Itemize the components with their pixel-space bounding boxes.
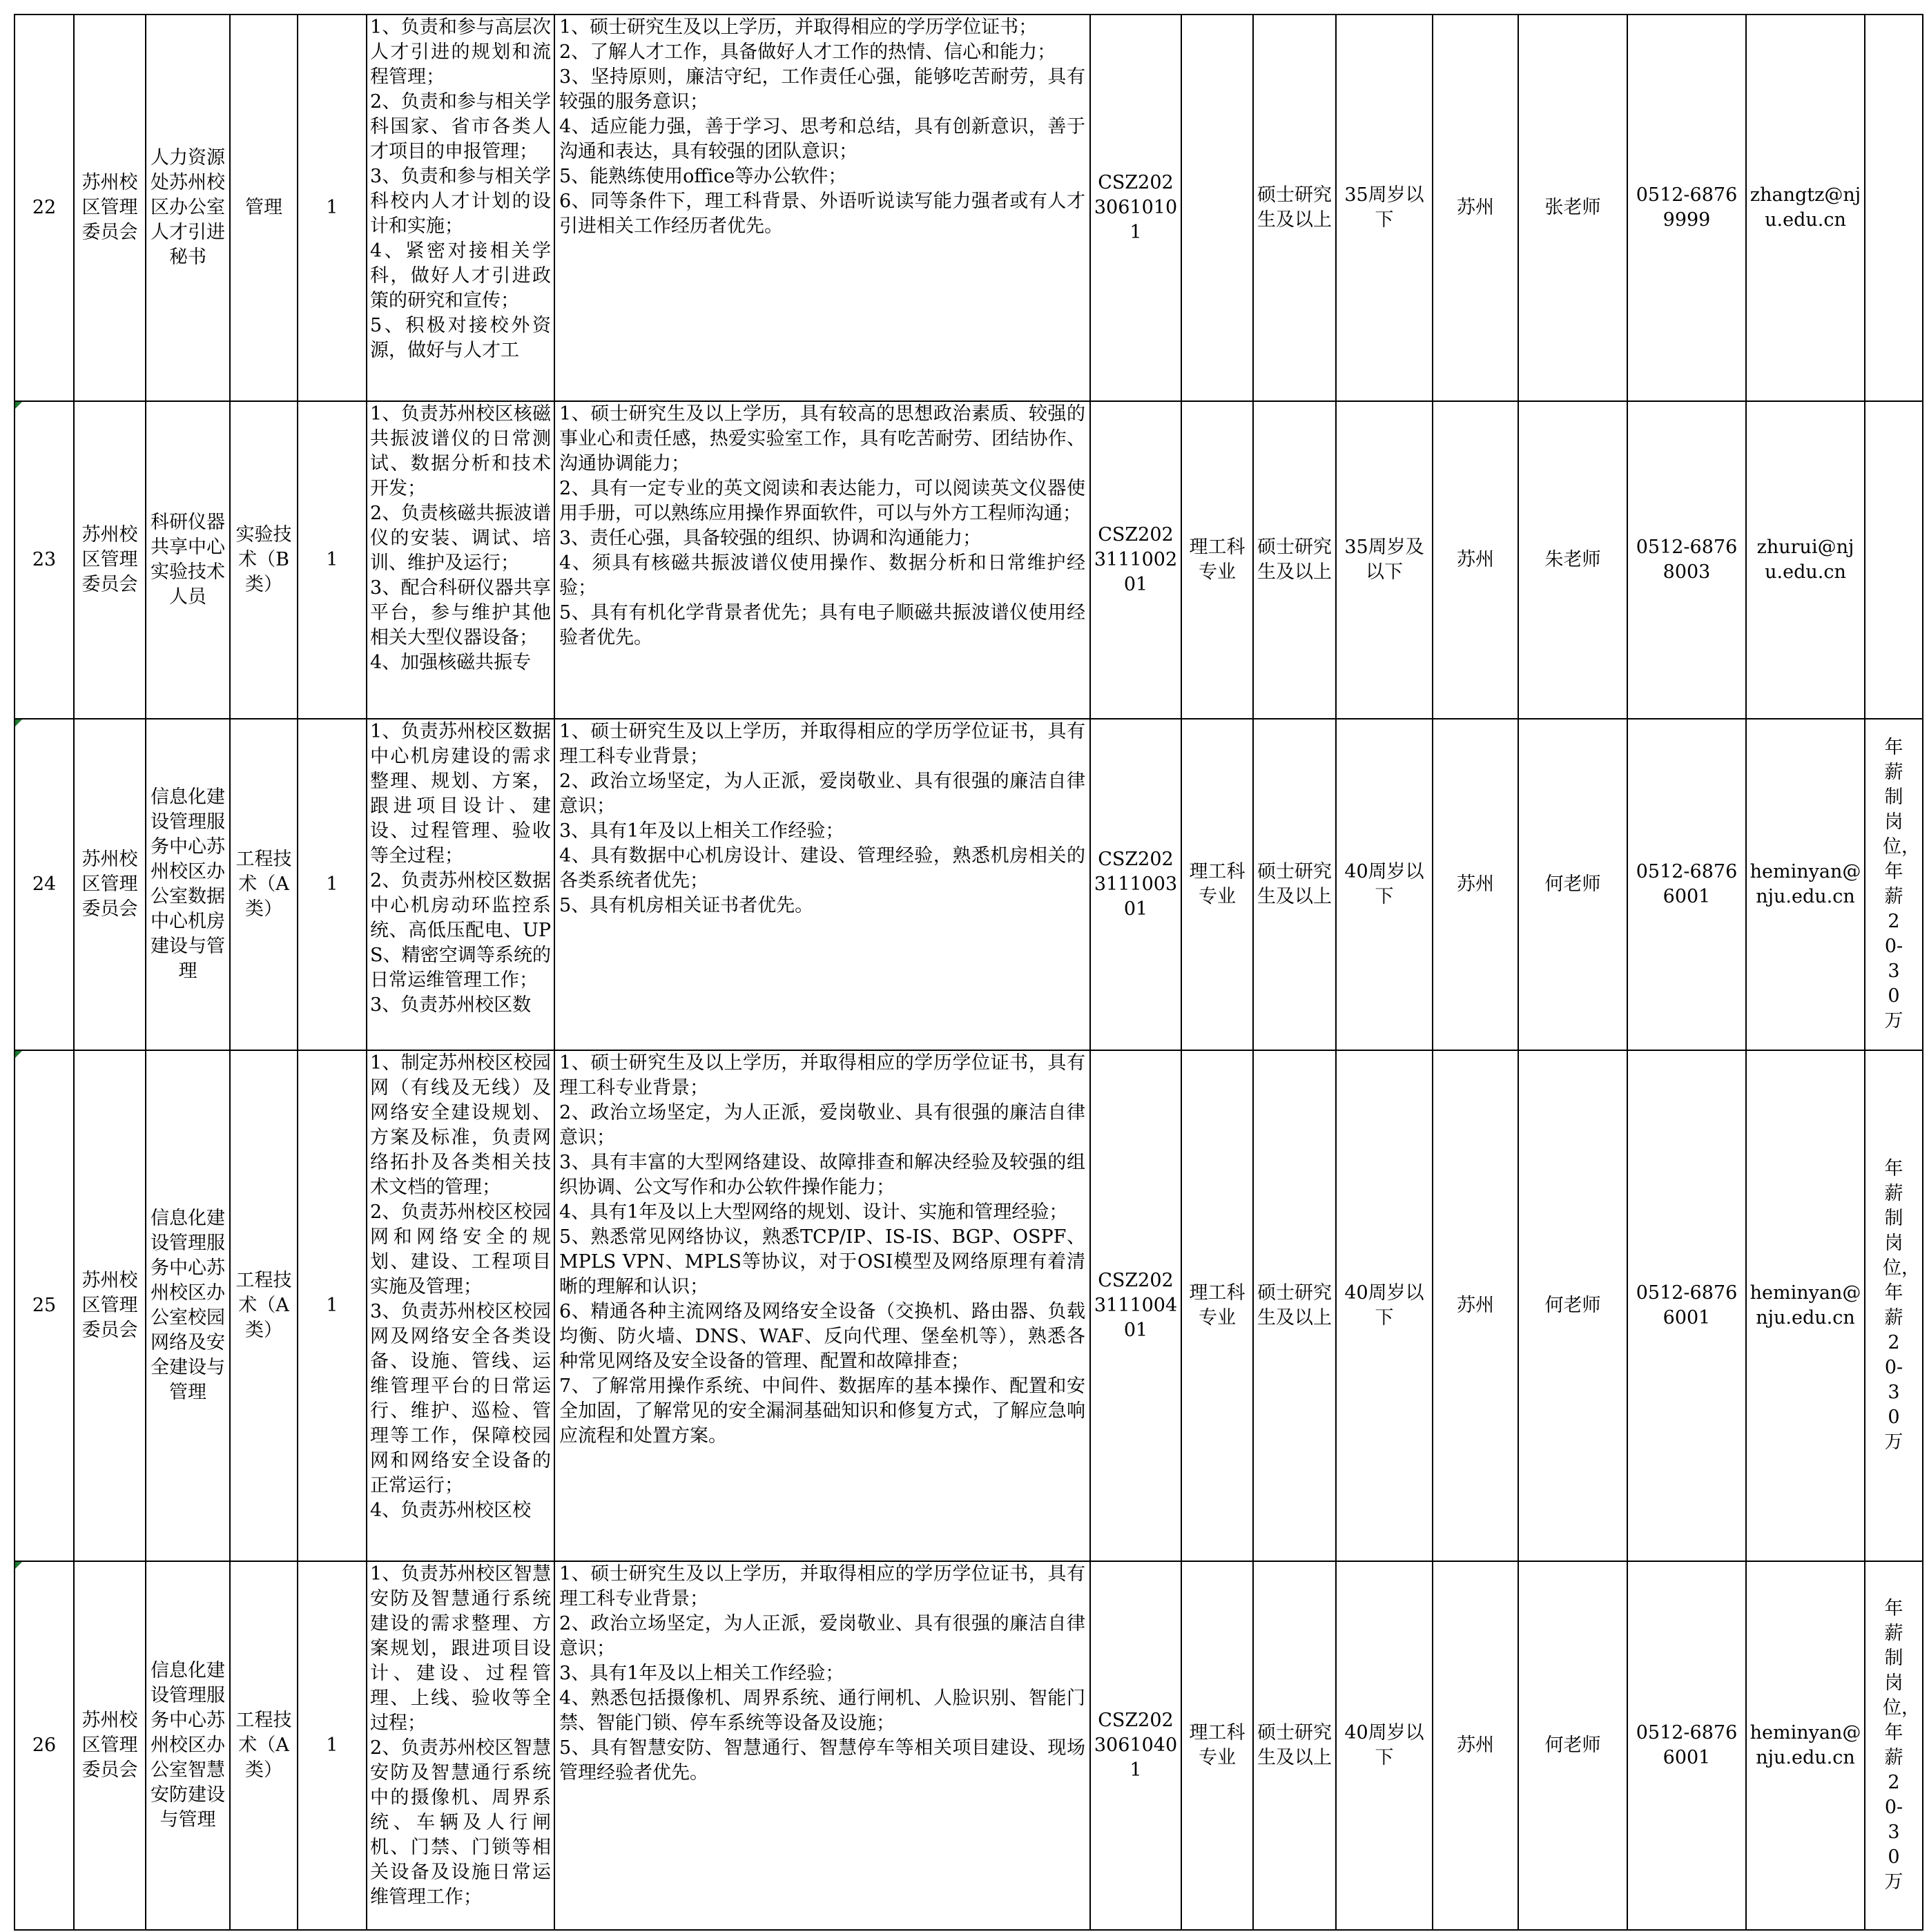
note-cell: 年薪制岗位，年薪20-30万	[1865, 719, 1923, 1050]
position-name-cell: 信息化建设管理服务中心苏州校区办公室数据中心机房建设与管理	[146, 719, 230, 1050]
note-cell: 年薪制岗位，年薪20-30万	[1865, 1561, 1923, 1930]
duties-cell: 1、负责苏州校区数据中心机房建设的需求整理、规划、方案，跟进项目设计、建设、过程管理、验收等全过程； 2、负责苏州校区数据中心机房动环监控系统、高低压配电、UPS、精密空调等系统的日常运维管理工作； 3、负责苏州校区数	[367, 719, 554, 1050]
education-cell: 硕士研究生及以上	[1253, 401, 1336, 719]
note-cell: 年薪制岗位，年薪20-30万	[1865, 1050, 1923, 1561]
requirements-cell: 1、硕士研究生及以上学历，并取得相应的学历学位证书，具有理工科专业背景； 2、政治立场坚定，为人正派，爱岗敬业、具有很强的廉洁自律意识； 3、具有丰富的大型网络建设、故障排查和解决经验及较强的组织协调、公文写作和办公软件操作能力； 4、具有1年及以上大型网络的规划、设计、实施和管理经验； 5、熟悉常见网络协议，熟悉TCP/IP、IS-IS、BGP、OSPF、MPLS VPN、MPLS等协议，对于OSI模型及网络原理有着清晰的理解和认识； 6、精通各种主流网络及网络安全设备（交换机、路由器、负载均衡、防火墙、DNS、WAF、反向代理、堡垒机等），熟悉各种常见网络及安全设备的管理、配置和故障排查； 7、了解常用操作系统、中间件、数据库的基本操作、配置和安全加固，了解常见的安全漏洞基础知识和修复方式，了解应急响应流程和处置方案。	[554, 1050, 1090, 1561]
cell-comment-marker	[15, 1562, 22, 1569]
phone-cell: 0512-68766001	[1627, 1050, 1746, 1561]
cell-comment-marker	[15, 1051, 22, 1058]
requirements-cell: 1、硕士研究生及以上学历，并取得相应的学历学位证书，具有理工科专业背景； 2、政治立场坚定，为人正派，爱岗敬业、具有很强的廉洁自律意识； 3、具有1年及以上相关工作经验； 4、具有数据中心机房设计、建设、管理经验，熟悉机房相关的各类系统者优先； 5、具有机房相关证书者优先。	[554, 719, 1090, 1050]
location-cell: 苏州	[1433, 1050, 1518, 1561]
headcount-cell: 1	[298, 15, 367, 401]
position-category-cell: 工程技术（A类）	[230, 1050, 298, 1561]
age-limit-cell: 40周岁以下	[1336, 1561, 1433, 1930]
row-number-cell: 22	[14, 15, 74, 401]
department-cell: 苏州校区管理委员会	[74, 1561, 146, 1930]
headcount-cell: 1	[298, 719, 367, 1050]
requirements-cell: 1、硕士研究生及以上学历，具有较高的思想政治素质、较强的事业心和责任感，热爱实验室工作，具有吃苦耐劳、团结协作、沟通协调能力； 2、具有一定专业的英文阅读和表达能力，可以阅读英文仪器使用手册，可以熟练应用操作界面软件，可以与外方工程师沟通； 3、责任心强，具备较强的组织、协调和沟通能力； 4、须具有核磁共振波谱仪使用操作、数据分析和日常维护经验； 5、具有有机化学背景者优先；具有电子顺磁共振波谱仪使用经验者优先。	[554, 401, 1090, 719]
duties-cell: 1、制定苏州校区校园网（有线及无线）及网络安全建设规划、方案及标准，负责网络拓扑及各类相关技术文档的管理； 2、负责苏州校区校园网和网络安全的规划、建设、工程项目实施及管理； 3、负责苏州校区校园网及网络安全各类设备、设施、管线、运维管理平台的日常运行、维护、巡检、管理等工作，保障校园网和网络安全设备的正常运行； 4、负责苏州校区校	[367, 1050, 554, 1561]
position-name-cell: 信息化建设管理服务中心苏州校区办公室校园网络及安全建设与管理	[146, 1050, 230, 1561]
major-cell	[1181, 15, 1253, 401]
position-category-cell: 管理	[230, 15, 298, 401]
table-row	[14, 401, 1923, 719]
age-limit-cell: 35周岁及以下	[1336, 401, 1433, 719]
email-cell: heminyan@nju.edu.cn	[1746, 1561, 1865, 1930]
table-row	[14, 1050, 1923, 1561]
position-category-cell: 工程技术（A类）	[230, 1561, 298, 1930]
duties-cell: 1、负责苏州校区核磁共振波谱仪的日常测试、数据分析和技术开发； 2、负责核磁共振波谱仪的安装、调试、培训、维护及运行； 3、配合科研仪器共享平台，参与维护其他相关大型仪器设备； 4、加强核磁共振专	[367, 401, 554, 719]
education-cell: 硕士研究生及以上	[1253, 719, 1336, 1050]
cell-comment-marker	[15, 719, 22, 726]
note-cell	[1865, 15, 1923, 401]
position-category-cell: 工程技术（A类）	[230, 719, 298, 1050]
phone-cell: 0512-68769999	[1627, 15, 1746, 401]
phone-cell: 0512-68766001	[1627, 719, 1746, 1050]
headcount-cell: 1	[298, 1050, 367, 1561]
email-cell: heminyan@nju.edu.cn	[1746, 1050, 1865, 1561]
position-name-cell: 人力资源处苏州校区办公室人才引进秘书	[146, 15, 230, 401]
position-code-cell: CSZ20230610401	[1090, 1561, 1181, 1930]
recruitment-table	[14, 14, 1923, 1931]
phone-cell: 0512-68768003	[1627, 401, 1746, 719]
age-limit-cell: 40周岁以下	[1336, 1050, 1433, 1561]
duties-cell: 1、负责苏州校区智慧安防及智慧通行系统建设的需求整理、方案规划，跟进项目设计、建设、过程管理、上线、验收等全过程； 2、负责苏州校区智慧安防及智慧通行系统中的摄像机、周界系统、车辆及人行闸机、门禁、门锁等相关设备及设施日常运维管理工作；	[367, 1561, 554, 1930]
age-limit-cell: 40周岁以下	[1336, 719, 1433, 1050]
position-code-cell: CSZ202311100201	[1090, 401, 1181, 719]
row-number-cell: 24	[14, 719, 74, 1050]
major-cell: 理工科专业	[1181, 401, 1253, 719]
table-row	[14, 15, 1923, 401]
duties-cell: 1、负责和参与高层次人才引进的规划和流程管理； 2、负责和参与相关学科国家、省市各类人才项目的申报管理； 3、负责和参与相关学科校内人才计划的设计和实施； 4、紧密对接相关学科，做好人才引进政策的研究和宣传； 5、积极对接校外资源，做好与人才工	[367, 15, 554, 401]
row-number-cell: 25	[14, 1050, 74, 1561]
location-cell: 苏州	[1433, 15, 1518, 401]
major-cell: 理工科专业	[1181, 1561, 1253, 1930]
location-cell: 苏州	[1433, 401, 1518, 719]
table-row	[14, 719, 1923, 1050]
headcount-cell: 1	[298, 401, 367, 719]
position-code-cell: CSZ20230610101	[1090, 15, 1181, 401]
position-code-cell: CSZ202311100401	[1090, 1050, 1181, 1561]
headcount-cell: 1	[298, 1561, 367, 1930]
education-cell: 硕士研究生及以上	[1253, 1561, 1336, 1930]
department-cell: 苏州校区管理委员会	[74, 1050, 146, 1561]
major-cell: 理工科专业	[1181, 719, 1253, 1050]
department-cell: 苏州校区管理委员会	[74, 15, 146, 401]
row-number-cell: 26	[14, 1561, 74, 1930]
row-number-cell: 23	[14, 401, 74, 719]
cell-comment-marker	[15, 402, 22, 409]
contact-person-cell: 何老师	[1518, 1050, 1627, 1561]
phone-cell: 0512-68766001	[1627, 1561, 1746, 1930]
position-category-cell: 实验技术（B类）	[230, 401, 298, 719]
requirements-cell: 1、硕士研究生及以上学历，并取得相应的学历学位证书； 2、了解人才工作，具备做好人才工作的热情、信心和能力； 3、坚持原则，廉洁守纪，工作责任心强，能够吃苦耐劳，具有较强的服务意识； 4、适应能力强，善于学习、思考和总结，具有创新意识，善于沟通和表达，具有较强的团队意识； 5、能熟练使用office等办公软件； 6、同等条件下，理工科背景、外语听说读写能力强者或有人才引进相关工作经历者优先。	[554, 15, 1090, 401]
age-limit-cell: 35周岁以下	[1336, 15, 1433, 401]
requirements-cell: 1、硕士研究生及以上学历，并取得相应的学历学位证书，具有理工科专业背景； 2、政治立场坚定，为人正派，爱岗敬业、具有很强的廉洁自律意识； 3、具有1年及以上相关工作经验； 4、熟悉包括摄像机、周界系统、通行闸机、人脸识别、智能门禁、智能门锁、停车系统等设备及设施； 5、具有智慧安防、智慧通行、智慧停车等相关项目建设、现场管理经验者优先。	[554, 1561, 1090, 1930]
major-cell: 理工科专业	[1181, 1050, 1253, 1561]
contact-person-cell: 何老师	[1518, 1561, 1627, 1930]
education-cell: 硕士研究生及以上	[1253, 15, 1336, 401]
position-code-cell: CSZ202311100301	[1090, 719, 1181, 1050]
table-row	[14, 1561, 1923, 1930]
location-cell: 苏州	[1433, 719, 1518, 1050]
email-cell: zhangtz@nju.edu.cn	[1746, 15, 1865, 401]
email-cell: zhurui@nju.edu.cn	[1746, 401, 1865, 719]
email-cell: heminyan@nju.edu.cn	[1746, 719, 1865, 1050]
note-cell	[1865, 401, 1923, 719]
contact-person-cell: 何老师	[1518, 719, 1627, 1050]
department-cell: 苏州校区管理委员会	[74, 719, 146, 1050]
location-cell: 苏州	[1433, 1561, 1518, 1930]
position-name-cell: 信息化建设管理服务中心苏州校区办公室智慧安防建设与管理	[146, 1561, 230, 1930]
position-name-cell: 科研仪器共享中心实验技术人员	[146, 401, 230, 719]
contact-person-cell: 朱老师	[1518, 401, 1627, 719]
education-cell: 硕士研究生及以上	[1253, 1050, 1336, 1561]
contact-person-cell: 张老师	[1518, 15, 1627, 401]
department-cell: 苏州校区管理委员会	[74, 401, 146, 719]
